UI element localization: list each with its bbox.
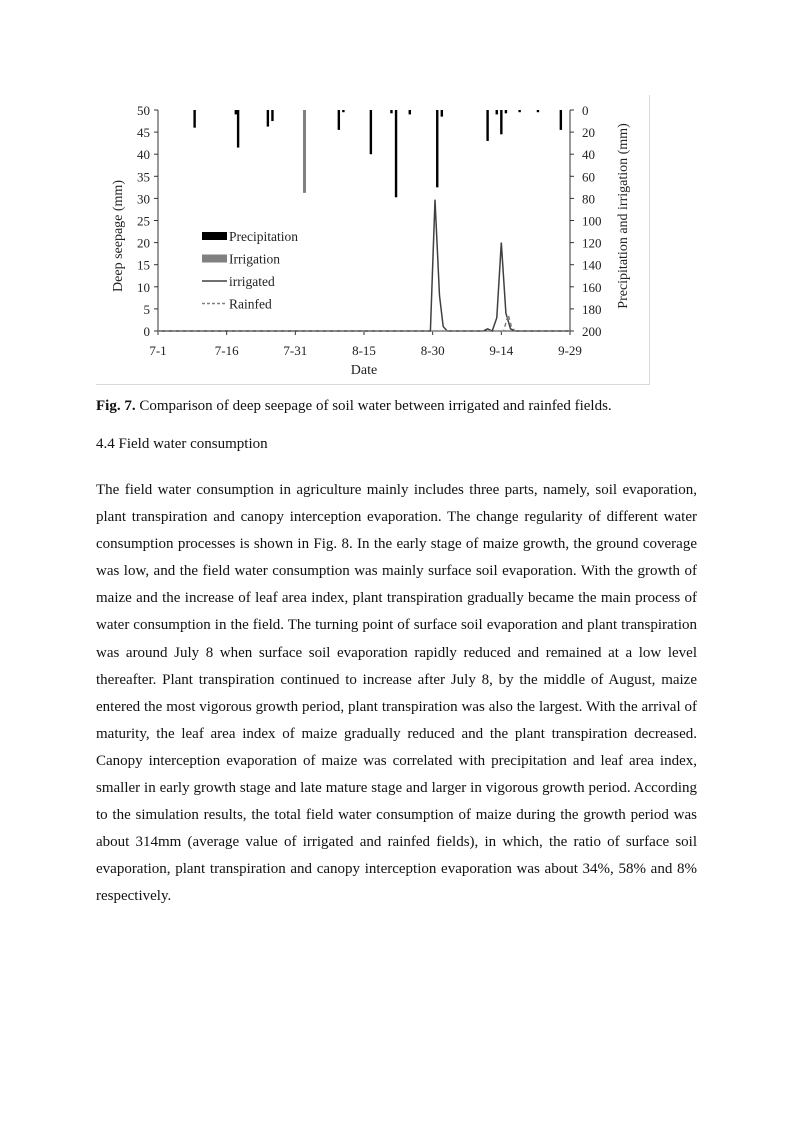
y-tick-label: 50 <box>137 103 150 118</box>
y2-tick-label: 200 <box>582 324 602 339</box>
y2-tick-label: 0 <box>582 103 589 118</box>
precipitation-bar <box>496 110 498 114</box>
precipitation-bar <box>395 110 397 197</box>
legend-swatch-precipitation <box>202 232 227 240</box>
y2-tick-label: 180 <box>582 301 602 317</box>
y2-tick-label: 120 <box>582 235 602 251</box>
y-tick-label: 10 <box>137 279 150 295</box>
precipitation-bar <box>436 110 438 187</box>
body-paragraph: The field water consumption in agriculture mainly includes three parts, namely, soil evaporation, plant transpiration and canopy interception evaporation. The change regularity of different water consumption processes is shown in Fig. 8. In the early stage of maize growth, the ground coverage was low, and the field water consumption was mainly surface soil evaporation. With the growth of maize and the increase of leaf area index, plant transpiration gradually became the main process of water consumption in the field. The turning point of surface soil evaporation and plant transpiration was around July 8 when surface soil evaporation rapidly reduced and remained at a low level thereafter. Plant transpiration continued to increase after July 8, by the middle of August, maize entered the most vigorous growth period, plant transpiration was also the largest. With the arrival of maturity, the leaf area index of maize gradually reduced and the plant transpiration decreased. Canopy interception evaporation of maize was correlated with precipitation and leaf area index, smaller in early growth stage and late mature stage and larger in vigorous growth period. According to the simulation results, the total field water consumption of maize during the growth period was about 314mm (average value of irrigated and rainfed fields), in which, the ratio of surface soil evaporation, plant transpiration and canopy interception evaporation was about 34%, 58% and 8% respectively. <box>96 482 697 905</box>
precipitation-bar <box>560 110 562 130</box>
figure-7 <box>96 95 650 385</box>
x-tick-label: 7-1 <box>149 343 167 358</box>
y-tick-label: 40 <box>137 147 150 163</box>
y-tick-label: 30 <box>137 191 150 207</box>
precipitation-bar <box>518 110 520 112</box>
y-tick-label: 5 <box>143 301 150 317</box>
y2-tick-label: 60 <box>582 169 595 185</box>
y2-axis-label: Precipitation and irrigation (mm) <box>616 123 631 309</box>
precipitation-bar <box>342 110 344 112</box>
y2-tick-label: 40 <box>582 147 595 163</box>
y2-tick-label: 80 <box>582 191 595 207</box>
figure-caption-label: Fig. 7. <box>96 398 136 414</box>
precipitation-bar <box>237 110 239 148</box>
y-tick-label: 45 <box>137 125 150 141</box>
figure-caption <box>96 396 696 416</box>
y2-tick-label: 100 <box>582 213 602 229</box>
figure-caption-text: Comparison of deep seepage of soil water between irrigated and rainfed fields. <box>135 398 612 414</box>
x-tick-label: 9-14 <box>489 343 514 358</box>
x-axis-label: Date <box>350 363 378 378</box>
y-tick-label: 20 <box>137 235 150 251</box>
precipitation-bar <box>500 110 502 134</box>
irrigation-bar <box>303 110 306 193</box>
precipitation-bar <box>338 110 340 130</box>
precipitation-bar <box>441 110 443 117</box>
precipitation-bar <box>271 110 273 121</box>
precipitation-bar <box>409 110 411 114</box>
section-heading: 4.4 Field water consumption <box>96 436 268 452</box>
precipitation-bar <box>390 110 392 113</box>
x-tick-label: 8-30 <box>420 343 445 358</box>
y2-tick-label: 20 <box>582 125 595 141</box>
x-tick-label: 7-31 <box>283 343 308 358</box>
y2-tick-label: 140 <box>582 257 602 273</box>
x-tick-label: 7-16 <box>214 343 239 358</box>
irrigated-line <box>158 200 570 331</box>
x-tick-label: 9-29 <box>558 343 582 358</box>
x-tick-label: 8-15 <box>352 343 376 358</box>
legend-label-precipitation: Precipitation <box>229 229 298 244</box>
y-tick-label: 0 <box>143 324 150 339</box>
legend-swatch-irrigation <box>202 255 227 263</box>
legend-label-rainfed: Rainfed <box>229 296 272 312</box>
precipitation-bar <box>267 110 269 127</box>
y-tick-label: 25 <box>137 213 150 229</box>
precipitation-bar <box>235 110 237 114</box>
y2-tick-label: 160 <box>582 279 602 295</box>
precipitation-bar <box>193 110 195 128</box>
precipitation-bar <box>505 110 507 113</box>
legend-label-irrigation: Irrigation <box>229 251 280 267</box>
precipitation-bar <box>370 110 372 154</box>
precipitation-bar <box>486 110 488 141</box>
precipitation-bar <box>537 110 539 112</box>
seepage-chart <box>96 95 649 384</box>
y-tick-label: 15 <box>137 257 150 273</box>
y-tick-label: 35 <box>137 169 150 185</box>
y-axis-label: Deep seepage (mm) <box>111 180 126 292</box>
legend-label-irrigated: irrigated <box>229 274 275 289</box>
chart-legend <box>202 229 298 312</box>
